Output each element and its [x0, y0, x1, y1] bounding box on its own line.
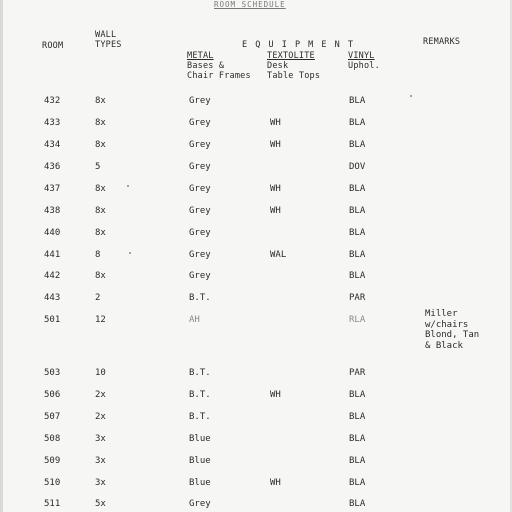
remarks-line: & Black — [425, 340, 463, 351]
speck — [127, 185, 129, 187]
cell-vinyl: PAR — [349, 368, 366, 378]
header-vinyl: VINYL — [348, 51, 375, 61]
header-equipment: E Q U I P M E N T — [242, 40, 355, 50]
cell-metal: B.T. — [189, 412, 211, 422]
cell-textolite: WH — [270, 140, 281, 150]
header-metal-sub1: Bases & — [187, 61, 225, 71]
cell-wall: 3x — [95, 478, 106, 488]
cell-metal: Blue — [189, 456, 211, 466]
cell-metal: Grey — [189, 184, 211, 194]
cell-vinyl: BLA — [349, 499, 366, 509]
cell-metal: B.T. — [189, 368, 211, 378]
cell-vinyl: BLA — [349, 206, 366, 216]
cell-room: 511 — [44, 499, 61, 509]
cell-wall: 2x — [95, 412, 106, 422]
cell-wall: 3x — [95, 456, 106, 466]
cell-metal: B.T. — [189, 293, 211, 303]
cell-textolite: WH — [270, 478, 281, 488]
remarks-501 — [425, 309, 479, 351]
header-room: ROOM — [42, 41, 64, 51]
header-textolite-sub1: Desk — [267, 61, 289, 71]
cell-vinyl: PAR — [349, 293, 366, 303]
cell-wall: 8x — [95, 184, 106, 194]
cell-vinyl: BLA — [349, 271, 366, 281]
header-remarks: REMARKS — [423, 37, 461, 47]
remarks-line: Miller — [425, 309, 458, 319]
cell-metal: Grey — [189, 228, 211, 238]
cell-metal: B.T. — [189, 390, 211, 400]
cell-room: 437 — [44, 184, 61, 194]
cell-textolite: WH — [270, 118, 281, 128]
cell-room: 442 — [44, 271, 61, 281]
remarks-line: Blond, Tan — [425, 330, 480, 340]
cell-metal: Grey — [189, 118, 211, 128]
header-textolite: TEXTOLITE — [267, 51, 315, 61]
cell-textolite: WH — [270, 184, 281, 194]
cell-textolite: WAL — [270, 250, 287, 260]
header-wall-top: WALL — [95, 30, 117, 40]
cell-wall: 8 — [95, 250, 101, 260]
cell-vinyl: RLA — [349, 315, 366, 325]
cell-textolite: WH — [270, 206, 281, 216]
cell-room: 510 — [44, 478, 61, 488]
cell-room: 432 — [44, 96, 61, 106]
page-title: ROOM SCHEDULE — [214, 0, 286, 9]
cell-vinyl: BLA — [349, 412, 366, 422]
cell-metal: Blue — [189, 478, 211, 488]
cell-wall: 8x — [95, 206, 106, 216]
cell-textolite: WH — [270, 390, 281, 400]
cell-room: 440 — [44, 228, 61, 238]
header-wall-bottom: TYPES — [95, 40, 122, 50]
cell-vinyl: BLA — [349, 390, 366, 400]
cell-room: 503 — [44, 368, 61, 378]
cell-room: 434 — [44, 140, 61, 150]
cell-wall: 5x — [95, 499, 106, 509]
cell-wall: 2 — [95, 293, 101, 303]
cell-vinyl: BLA — [349, 228, 366, 238]
header-metal-sub2: Chair Frames — [187, 71, 251, 81]
cell-room: 443 — [44, 293, 61, 303]
speck — [129, 252, 131, 254]
cell-room: 509 — [44, 456, 61, 466]
cell-room: 438 — [44, 206, 61, 216]
cell-vinyl: BLA — [349, 184, 366, 194]
cell-metal: Grey — [189, 140, 211, 150]
cell-room: 507 — [44, 412, 61, 422]
cell-vinyl: BLA — [349, 456, 366, 466]
cell-wall: 8x — [95, 228, 106, 238]
cell-metal: Grey — [189, 162, 211, 172]
cell-metal: Grey — [189, 499, 211, 509]
cell-wall: 5 — [95, 162, 101, 172]
cell-metal: Grey — [189, 271, 211, 281]
cell-vinyl: BLA — [349, 434, 366, 444]
header-textolite-sub2: Table Tops — [267, 71, 321, 81]
cell-room: 436 — [44, 162, 61, 172]
cell-wall: 8x — [95, 96, 106, 106]
header-metal: METAL — [187, 51, 214, 61]
cell-metal: Grey — [189, 250, 211, 260]
page-edge-left — [0, 0, 3, 512]
cell-vinyl: BLA — [349, 96, 366, 106]
cell-wall: 8x — [95, 140, 106, 150]
cell-metal: Grey — [189, 206, 211, 216]
cell-room: 441 — [44, 250, 61, 260]
remarks-line: w/chairs — [425, 319, 469, 330]
speck — [410, 95, 412, 97]
cell-room: 433 — [44, 118, 61, 128]
cell-vinyl: BLA — [349, 478, 366, 488]
cell-wall: 2x — [95, 390, 106, 400]
cell-vinyl: BLA — [349, 140, 366, 150]
cell-room: 501 — [44, 315, 61, 325]
header-vinyl-sub1: Uphol. — [348, 61, 380, 71]
cell-wall: 12 — [95, 315, 106, 325]
cell-wall: 8x — [95, 271, 106, 281]
cell-vinyl: BLA — [349, 250, 366, 260]
cell-vinyl: BLA — [349, 118, 366, 128]
cell-metal: AH — [189, 315, 200, 325]
cell-metal: Grey — [189, 96, 211, 106]
cell-wall: 8x — [95, 118, 106, 128]
cell-room: 508 — [44, 434, 61, 444]
cell-wall: 3x — [95, 434, 106, 444]
cell-wall: 10 — [95, 368, 106, 378]
cell-metal: Blue — [189, 434, 211, 444]
cell-vinyl: DOV — [349, 162, 366, 172]
cell-room: 506 — [44, 390, 61, 400]
